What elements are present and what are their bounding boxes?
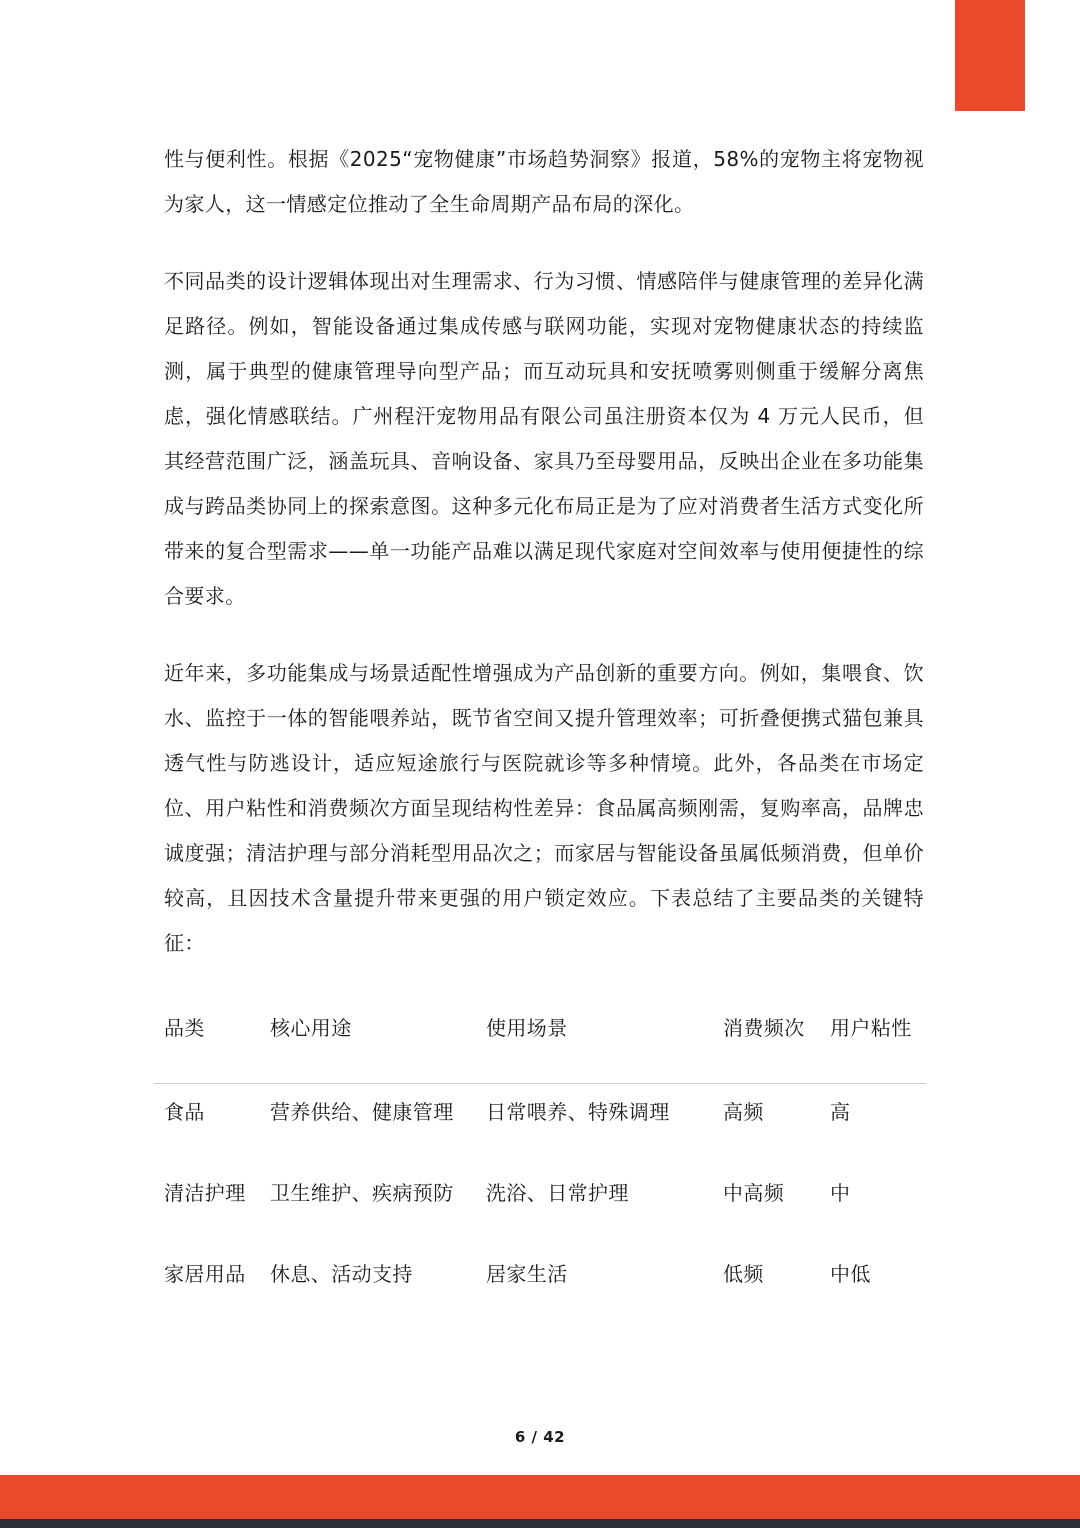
table-row xyxy=(154,1084,926,1165)
footer-dark-strip xyxy=(0,1519,1080,1528)
page-separator: / xyxy=(525,1428,544,1446)
table-cell: 洗浴、日常护理 xyxy=(486,1181,629,1205)
header-stickiness: 用户粘性 xyxy=(830,1016,912,1040)
table-cell: 卫生维护、疾病预防 xyxy=(270,1181,454,1205)
table-cell: 中低 xyxy=(830,1262,871,1286)
table-cell: 居家生活 xyxy=(486,1262,568,1286)
table-row xyxy=(154,1165,926,1246)
table-cell: 家居用品 xyxy=(164,1262,246,1286)
document-body xyxy=(164,137,924,966)
corner-accent-tab xyxy=(955,0,1025,111)
table-header-row xyxy=(154,1002,926,1084)
page-current: 6 xyxy=(514,1428,526,1446)
table-row xyxy=(154,1246,926,1327)
table-cell: 低频 xyxy=(723,1262,764,1286)
header-category: 品类 xyxy=(164,1016,205,1040)
header-frequency: 消费频次 xyxy=(723,1016,805,1040)
category-table xyxy=(154,1002,926,1327)
header-scenario: 使用场景 xyxy=(486,1016,568,1040)
paragraph-1: 性与便利性。根据《2025“宠物健康”市场趋势洞察》报道，58%的宠物主将宠物视为家人，这一情感定位推动了全生命周期产品布局的深化。 xyxy=(164,147,924,216)
table-cell: 食品 xyxy=(164,1100,205,1124)
table-cell: 中高频 xyxy=(723,1181,785,1205)
table-cell: 休息、活动支持 xyxy=(270,1262,413,1286)
paragraph-2: 不同品类的设计逻辑体现出对生理需求、行为习惯、情感陪伴与健康管理的差异化满足路径。例如，智能设备通过集成传感与联网功能，实现对宠物健康状态的持续监测，属于典型的健康管理导向型产品；而互动玩具和安抚喷雾则侧重于缓解分离焦虑，强化情感联结。广州程汗宠物用品有限公司虽注册资本仅为 4 万元人民币，但其经营范围广泛，涵盖玩具、音响设备、家具乃至母婴用品，反映出企业在多功能集成与跨品类协同上的探索意图。这种多元化布局正是为了应对消费者生活方式变化所带来的复合型需求——单一功能产品难以满足现代家庭对空间效率与使用便捷性的综合要求。 xyxy=(164,269,924,608)
table-cell: 高频 xyxy=(723,1100,764,1124)
page-total: 42 xyxy=(543,1428,566,1446)
footer-accent-band xyxy=(0,1475,1080,1519)
table-cell: 营养供给、健康管理 xyxy=(270,1100,454,1124)
table-cell: 高 xyxy=(830,1100,851,1124)
page-number xyxy=(0,1428,1080,1446)
table-cell: 清洁护理 xyxy=(164,1181,246,1205)
header-core-use: 核心用途 xyxy=(270,1016,352,1040)
table-cell: 中 xyxy=(830,1181,851,1205)
table-cell: 日常喂养、特殊调理 xyxy=(486,1100,670,1124)
paragraph-3: 近年来，多功能集成与场景适配性增强成为产品创新的重要方向。例如，集喂食、饮水、监控于一体的智能喂养站，既节省空间又提升管理效率；可折叠便携式猫包兼具透气性与防逃设计，适应短途旅行与医院就诊等多种情境。此外，各品类在市场定位、用户粘性和消费频次方面呈现结构性差异：食品属高频刚需，复购率高，品牌忠诚度强；清洁护理与部分消耗型用品次之；而家居与智能设备虽属低频消费，但单价较高，且因技术含量提升带来更强的用户锁定效应。下表总结了主要品类的关键特征： xyxy=(164,661,924,955)
